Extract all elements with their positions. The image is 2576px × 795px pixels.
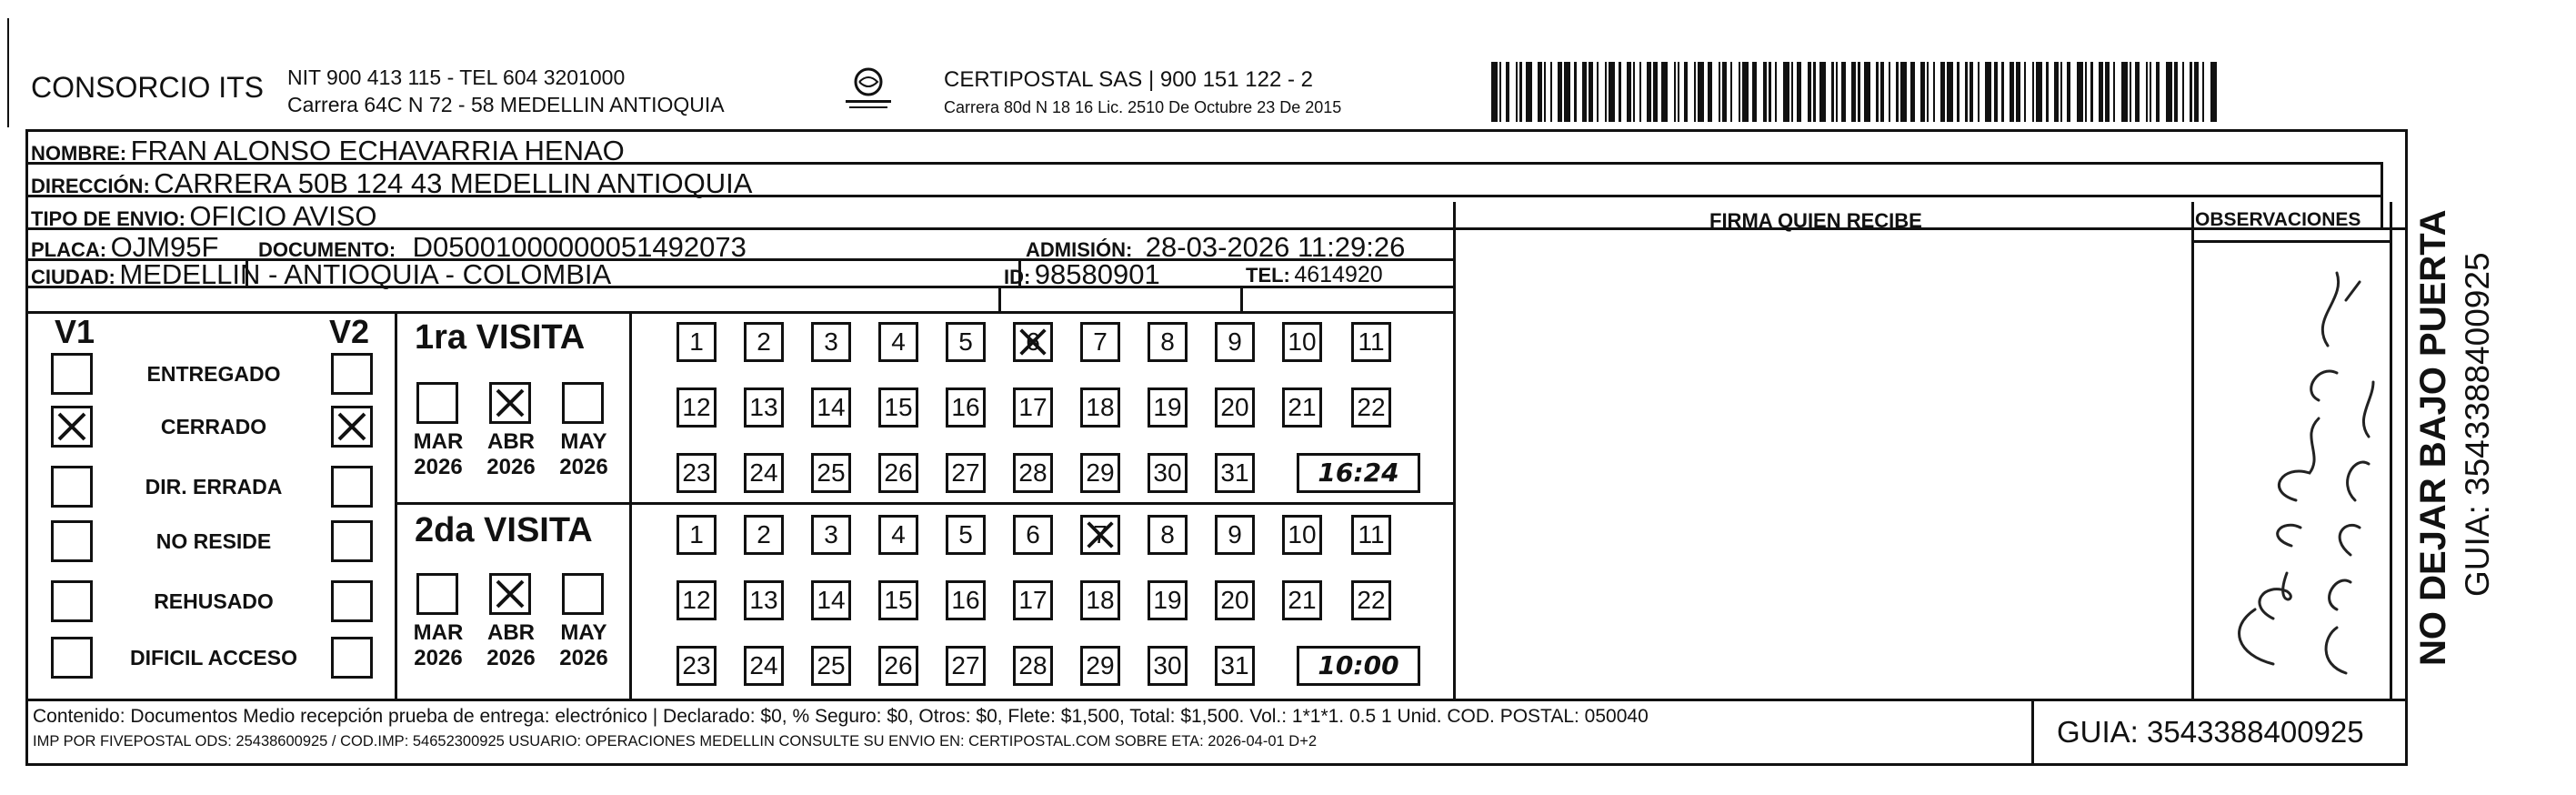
day-number: 9 — [1228, 520, 1242, 548]
observaciones-header: OBSERVACIONES — [2195, 209, 2361, 230]
day-box[interactable] — [1148, 580, 1188, 620]
month-label: MAR 2026 — [413, 620, 464, 670]
day-box[interactable] — [811, 387, 851, 428]
day-number: 19 — [1153, 586, 1182, 614]
day-number: 23 — [682, 458, 711, 487]
day-box[interactable] — [1351, 580, 1391, 620]
day-box[interactable] — [1148, 515, 1188, 555]
day-number: 2 — [757, 327, 771, 356]
day-box[interactable] — [1080, 646, 1120, 686]
day-box[interactable] — [1215, 322, 1255, 362]
day-box[interactable] — [1215, 387, 1255, 428]
day-number: 5 — [958, 327, 973, 356]
day-box[interactable] — [1148, 387, 1188, 428]
day-box[interactable] — [1215, 646, 1255, 686]
direccion-value: CARRERA 50B 124 43 MEDELLIN ANTIOQUIA — [154, 167, 753, 199]
month-label: MAY 2026 — [559, 429, 608, 479]
day-number: 25 — [817, 458, 846, 487]
day-box[interactable] — [1282, 580, 1322, 620]
side-guia: GUIA: 3543388400925 — [2459, 252, 2496, 597]
day-box[interactable] — [1080, 387, 1120, 428]
day-box[interactable] — [1215, 580, 1255, 620]
day-number: 4 — [891, 520, 906, 548]
certipostal-logo-icon — [837, 65, 900, 116]
day-box[interactable] — [744, 453, 784, 493]
day-number: 9 — [1228, 327, 1242, 356]
day-box[interactable] — [744, 515, 784, 555]
v2-checkbox[interactable] — [331, 353, 373, 395]
firma-header: FIRMA QUIEN RECIBE — [1709, 209, 1922, 232]
month-checkbox[interactable] — [562, 382, 604, 424]
month-checkbox[interactable] — [562, 573, 604, 615]
nombre-value: FRAN ALONSO ECHAVARRIA HENAO — [130, 135, 625, 166]
day-number: 19 — [1153, 393, 1182, 421]
day-number: 18 — [1086, 393, 1115, 421]
day-box[interactable] — [1282, 387, 1322, 428]
carrier-line1: CERTIPOSTAL SAS | 900 151 122 - 2 — [944, 67, 1313, 92]
v1-checkbox[interactable] — [51, 353, 93, 395]
day-box[interactable] — [878, 515, 918, 555]
day-box[interactable] — [1148, 646, 1188, 686]
day-number: 31 — [1220, 458, 1249, 487]
documento-value: D05001000000051492073 — [412, 231, 747, 263]
day-number: 27 — [951, 458, 980, 487]
day-number: 22 — [1357, 393, 1386, 421]
day-number: 11 — [1358, 327, 1385, 356]
day-box[interactable] — [1013, 580, 1053, 620]
time-box[interactable]: 10:00 — [1297, 646, 1420, 686]
v2-checkbox[interactable] — [331, 466, 373, 508]
v1-checkbox[interactable] — [51, 466, 93, 508]
day-number: 26 — [884, 458, 913, 487]
status-label: CERRADO — [160, 415, 267, 438]
day-number: 10 — [1288, 520, 1317, 548]
month-checkbox[interactable] — [489, 573, 531, 615]
day-box[interactable] — [677, 646, 717, 686]
month-checkbox[interactable] — [489, 382, 531, 424]
status-label: REHUSADO — [154, 589, 274, 613]
company-name: CONSORCIO ITS — [31, 71, 265, 104]
day-box[interactable] — [1013, 387, 1053, 428]
day-box[interactable] — [1351, 322, 1391, 362]
day-box[interactable] — [1215, 515, 1255, 555]
time-box[interactable]: 16:24 — [1297, 453, 1420, 493]
documento-label: DOCUMENTO: — [258, 238, 396, 261]
day-box[interactable] — [878, 646, 918, 686]
day-box[interactable] — [811, 322, 851, 362]
day-number: 16 — [951, 393, 980, 421]
day-box[interactable] — [811, 646, 851, 686]
day-number: 15 — [884, 393, 913, 421]
day-number: 30 — [1153, 651, 1182, 679]
day-box[interactable] — [677, 387, 717, 428]
footer-line1: Contenido: Documentos Medio recepción prueba de entrega: electrónico | Declarado: $0, % Seguro: $0, Otros: $0, Flete: $1,500, Total: $1,500. Vol.: 1*1*1. 0.5 1 Unid. COD. POSTAL: 050040 — [33, 706, 1649, 727]
day-number: 28 — [1018, 651, 1047, 679]
day-box[interactable] — [1282, 322, 1322, 362]
status-label: DIFICIL ACCESO — [129, 646, 297, 669]
day-box[interactable] — [1080, 453, 1120, 493]
day-number: 13 — [749, 586, 778, 614]
day-number: 13 — [749, 393, 778, 421]
month-label: ABR 2026 — [486, 429, 536, 479]
day-number: 14 — [817, 586, 846, 614]
day-number: 31 — [1220, 651, 1249, 679]
footer-guia: GUIA: 3543388400925 — [2057, 715, 2364, 749]
day-box[interactable] — [744, 387, 784, 428]
day-number: 15 — [884, 586, 913, 614]
day-number: 1 — [689, 520, 704, 548]
tel-label: TEL: — [1246, 264, 1290, 287]
day-box[interactable] — [1013, 322, 1053, 362]
day-box[interactable] — [677, 515, 717, 555]
day-box[interactable] — [1013, 515, 1053, 555]
v1-checkbox[interactable] — [51, 520, 93, 562]
tel-value: 4614920 — [1294, 262, 1383, 287]
id-label: ID: — [1004, 266, 1031, 288]
day-box[interactable] — [1013, 646, 1053, 686]
visita-2-title: 2da VISITA — [415, 511, 593, 549]
day-number: 6 — [1026, 327, 1040, 356]
day-number: 12 — [682, 586, 711, 614]
status-label: ENTREGADO — [146, 362, 281, 386]
day-number: 20 — [1220, 393, 1249, 421]
company-info-line1: NIT 900 413 115 - TEL 604 3201000 — [287, 65, 626, 89]
day-number: 11 — [1358, 520, 1385, 548]
visita-1-title: 1ra VISITA — [415, 318, 586, 357]
status-label: NO RESIDE — [155, 529, 272, 553]
ciudad-value: MEDELLIN - ANTIOQUIA - COLOMBIA — [119, 258, 612, 290]
day-number: 20 — [1220, 586, 1249, 614]
day-number: 29 — [1086, 651, 1115, 679]
month-checkbox[interactable] — [416, 382, 458, 424]
month-label: MAY 2026 — [559, 620, 608, 670]
v2-checkbox[interactable] — [331, 406, 373, 448]
day-number: 24 — [749, 651, 778, 679]
day-box[interactable] — [946, 580, 986, 620]
day-box[interactable] — [677, 453, 717, 493]
day-box[interactable] — [1148, 453, 1188, 493]
day-box[interactable] — [878, 322, 918, 362]
month-checkbox[interactable] — [416, 573, 458, 615]
admision-value: 28-03-2026 11:29:26 — [1145, 231, 1406, 263]
day-box[interactable] — [1351, 515, 1391, 555]
day-number: 1 — [689, 327, 704, 356]
day-box[interactable] — [744, 322, 784, 362]
day-number: 12 — [682, 393, 711, 421]
company-info-line2: Carrera 64C N 72 - 58 MEDELLIN ANTIOQUIA — [287, 93, 725, 116]
v2-checkbox[interactable] — [331, 520, 373, 562]
day-number: 7 — [1093, 327, 1108, 356]
day-box[interactable] — [744, 646, 784, 686]
day-number: 16 — [951, 586, 980, 614]
day-box[interactable] — [946, 453, 986, 493]
month-label: ABR 2026 — [486, 620, 536, 670]
admision-label: ADMISIÓN: — [1026, 238, 1133, 261]
v2-label: V2 — [329, 313, 370, 350]
day-box[interactable] — [1148, 322, 1188, 362]
day-number: 23 — [682, 651, 711, 679]
day-box[interactable] — [1080, 322, 1120, 362]
day-box[interactable] — [1080, 515, 1120, 555]
barcode — [1491, 62, 2219, 122]
day-number: 30 — [1153, 458, 1182, 487]
day-number: 2 — [757, 520, 771, 548]
v1-checkbox[interactable] — [51, 406, 93, 448]
nombre-label: NOMBRE: — [31, 142, 127, 165]
direccion-label: DIRECCIÓN: — [31, 175, 150, 197]
day-number: 17 — [1018, 586, 1047, 614]
day-box[interactable] — [1215, 453, 1255, 493]
day-number: 25 — [817, 651, 846, 679]
month-label: MAR 2026 — [413, 429, 464, 479]
day-box[interactable] — [1282, 515, 1322, 555]
handwritten-note — [2200, 246, 2382, 691]
v1-checkbox[interactable] — [51, 637, 93, 679]
v1-label: V1 — [55, 313, 95, 350]
left-edge-mark — [7, 18, 9, 127]
day-number: 8 — [1160, 327, 1175, 356]
day-number: 14 — [817, 393, 846, 421]
carrier-line2: Carrera 80d N 18 16 Lic. 2510 De Octubre 23 De 2015 — [944, 98, 1342, 116]
day-box[interactable] — [946, 646, 986, 686]
status-label: DIR. ERRADA — [145, 475, 283, 498]
day-box[interactable] — [811, 580, 851, 620]
day-box[interactable] — [946, 387, 986, 428]
day-box[interactable] — [946, 322, 986, 362]
placa-value: OJM95F — [110, 231, 219, 263]
day-number: 3 — [824, 327, 838, 356]
day-number: 4 — [891, 327, 906, 356]
v2-checkbox[interactable] — [331, 637, 373, 679]
ciudad-label: CIUDAD: — [31, 266, 115, 288]
day-number: 22 — [1357, 586, 1386, 614]
day-number: 18 — [1086, 586, 1115, 614]
side-warning: NO DEJAR BAJO PUERTA — [2413, 209, 2453, 666]
day-number: 6 — [1026, 520, 1040, 548]
day-number: 7 — [1093, 520, 1108, 548]
day-number: 5 — [958, 520, 973, 548]
day-box[interactable] — [677, 322, 717, 362]
day-box[interactable] — [811, 515, 851, 555]
day-number: 29 — [1086, 458, 1115, 487]
day-box[interactable] — [1013, 453, 1053, 493]
v1-checkbox[interactable] — [51, 580, 93, 622]
day-number: 24 — [749, 458, 778, 487]
id-value: 98580901 — [1034, 258, 1160, 290]
footer-line2: IMP POR FIVEPOSTAL ODS: 25438600925 / COD.IMP: 54652300925 USUARIO: OPERACIONES MEDELLIN CONSULTE SU ENVIO EN: CERTIPOSTAL.COM SOBRE ETA: 2026-04-01 D+2 — [33, 733, 1318, 750]
day-number: 21 — [1288, 393, 1317, 421]
day-box[interactable] — [677, 580, 717, 620]
v2-checkbox[interactable] — [331, 580, 373, 622]
tipo-envio-value: OFICIO AVISO — [189, 200, 377, 232]
day-box[interactable] — [878, 580, 918, 620]
day-number: 26 — [884, 651, 913, 679]
tipo-envio-label: TIPO DE ENVIO: — [31, 207, 185, 230]
day-box[interactable] — [1351, 387, 1391, 428]
day-box[interactable] — [744, 580, 784, 620]
day-number: 27 — [951, 651, 980, 679]
day-number: 3 — [824, 520, 838, 548]
day-box[interactable] — [946, 515, 986, 555]
placa-label: PLACA: — [31, 238, 107, 261]
day-box[interactable] — [878, 387, 918, 428]
day-number: 21 — [1288, 586, 1317, 614]
day-box[interactable] — [1080, 580, 1120, 620]
day-number: 10 — [1288, 327, 1317, 356]
day-number: 8 — [1160, 520, 1175, 548]
day-box[interactable] — [878, 453, 918, 493]
day-number: 28 — [1018, 458, 1047, 487]
day-number: 17 — [1018, 393, 1047, 421]
day-box[interactable] — [811, 453, 851, 493]
